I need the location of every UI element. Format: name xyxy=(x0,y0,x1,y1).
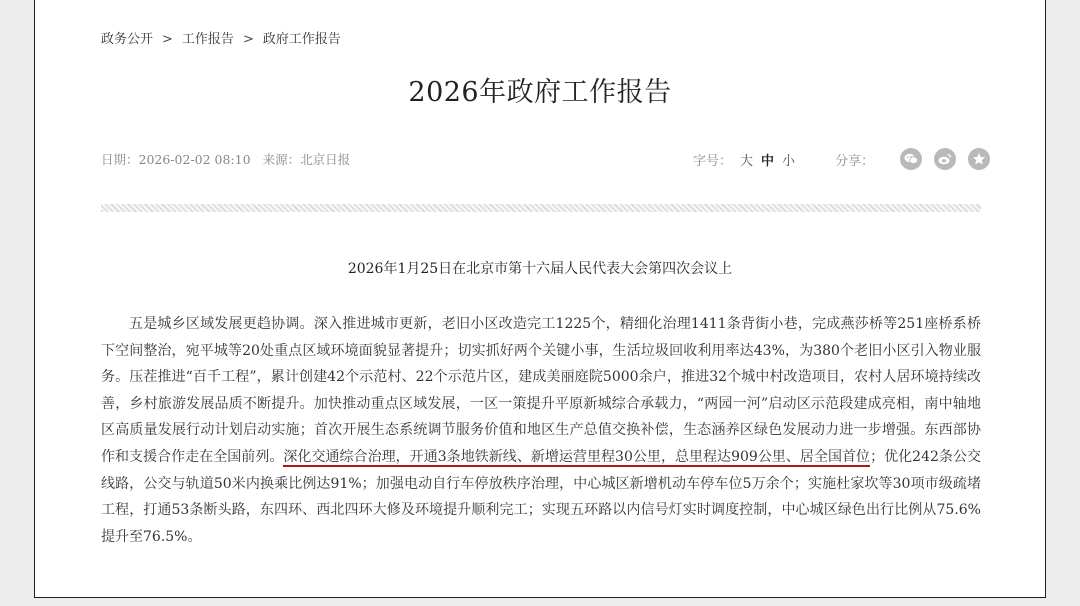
paragraph-text: ；优化242条公交线路，公交与轨道50米内换乘比例达91%；加强电动自行车停放秩序治理，中心城区新增机动车停车位5万余个；实施杜家坎等30项市级疏堵工程，打通53条断头路，东四环、西北四环大修及环境提升顺利完工；实现五环路以内信号灯实时调度控制，中心城区绿色出行比例从75.6%提升至76.5%。 xyxy=(101,448,981,545)
article-page xyxy=(34,0,1046,598)
font-size-label: 字号： xyxy=(693,153,733,169)
share-label: 分享： xyxy=(835,153,875,169)
page-title: 2026年政府工作报告 xyxy=(408,77,672,108)
breadcrumb-item-gov-affairs[interactable]: 政务公开 xyxy=(101,32,154,47)
breadcrumb-separator: > xyxy=(242,32,254,47)
hatched-divider xyxy=(101,204,981,212)
article-toolbar xyxy=(693,146,990,172)
highlighted-text: 深化交通综合治理，开通3条地铁新线、新增运营里程30公里，总里程达909公里、居全国首位 xyxy=(283,448,871,465)
breadcrumb-item-gov-work-report[interactable]: 政府工作报告 xyxy=(262,32,341,47)
wechat-icon[interactable] xyxy=(900,148,922,170)
breadcrumb-separator: > xyxy=(162,32,173,47)
source-label: 来源： xyxy=(262,152,301,167)
paragraph-text: 五是城乡区域发展更趋协调。深入推进城市更新，老旧小区改造完工1225个，精细化治理1411条背街小巷，完成燕莎桥等251座桥系桥下空间整治，宛平城等20处重点区域环境面貌显著提升；切实抓好两个关键小事，生活垃圾回收利用率达43%，为380个老旧小区引入物业服务。压茬推进“百千工程”，累计创建42个示范村、22个示范片区，建成美丽庭院5000余户，推进32个城中村改造项目，农村人居环境持续改善，乡村旅游发展品质不断提升。加快推动重点区域发展，一区一策提升平原新城综合承载力，“两园一河”启动区示范段建成亮相，南中轴地区高质量发展行动计划启动实施；首次开展生态系统调节服务价值和地区生产总值交换补偿，生态涵养区绿色发展动力进一步增强。东西部协作和支援合作走在全国前列。 xyxy=(101,316,981,465)
font-size-large-button[interactable]: 大 xyxy=(740,153,754,169)
source-value: 北京日报 xyxy=(300,152,351,167)
font-size-small-button[interactable]: 小 xyxy=(782,153,796,169)
article-paragraph xyxy=(101,311,981,550)
breadcrumb xyxy=(101,28,341,47)
favorite-star-icon[interactable] xyxy=(968,148,990,170)
font-size-medium-button[interactable]: 中 xyxy=(761,153,775,169)
breadcrumb-item-work-report[interactable]: 工作报告 xyxy=(181,32,234,47)
publish-date: 2026-02-02 08:10 xyxy=(138,152,251,167)
date-label: 日期： xyxy=(101,152,139,167)
weibo-icon[interactable] xyxy=(934,148,956,170)
article-subtitle: 2026年1月25日在北京市第十六届人民代表大会第四次会议上 xyxy=(347,261,733,277)
article-meta xyxy=(101,150,350,168)
